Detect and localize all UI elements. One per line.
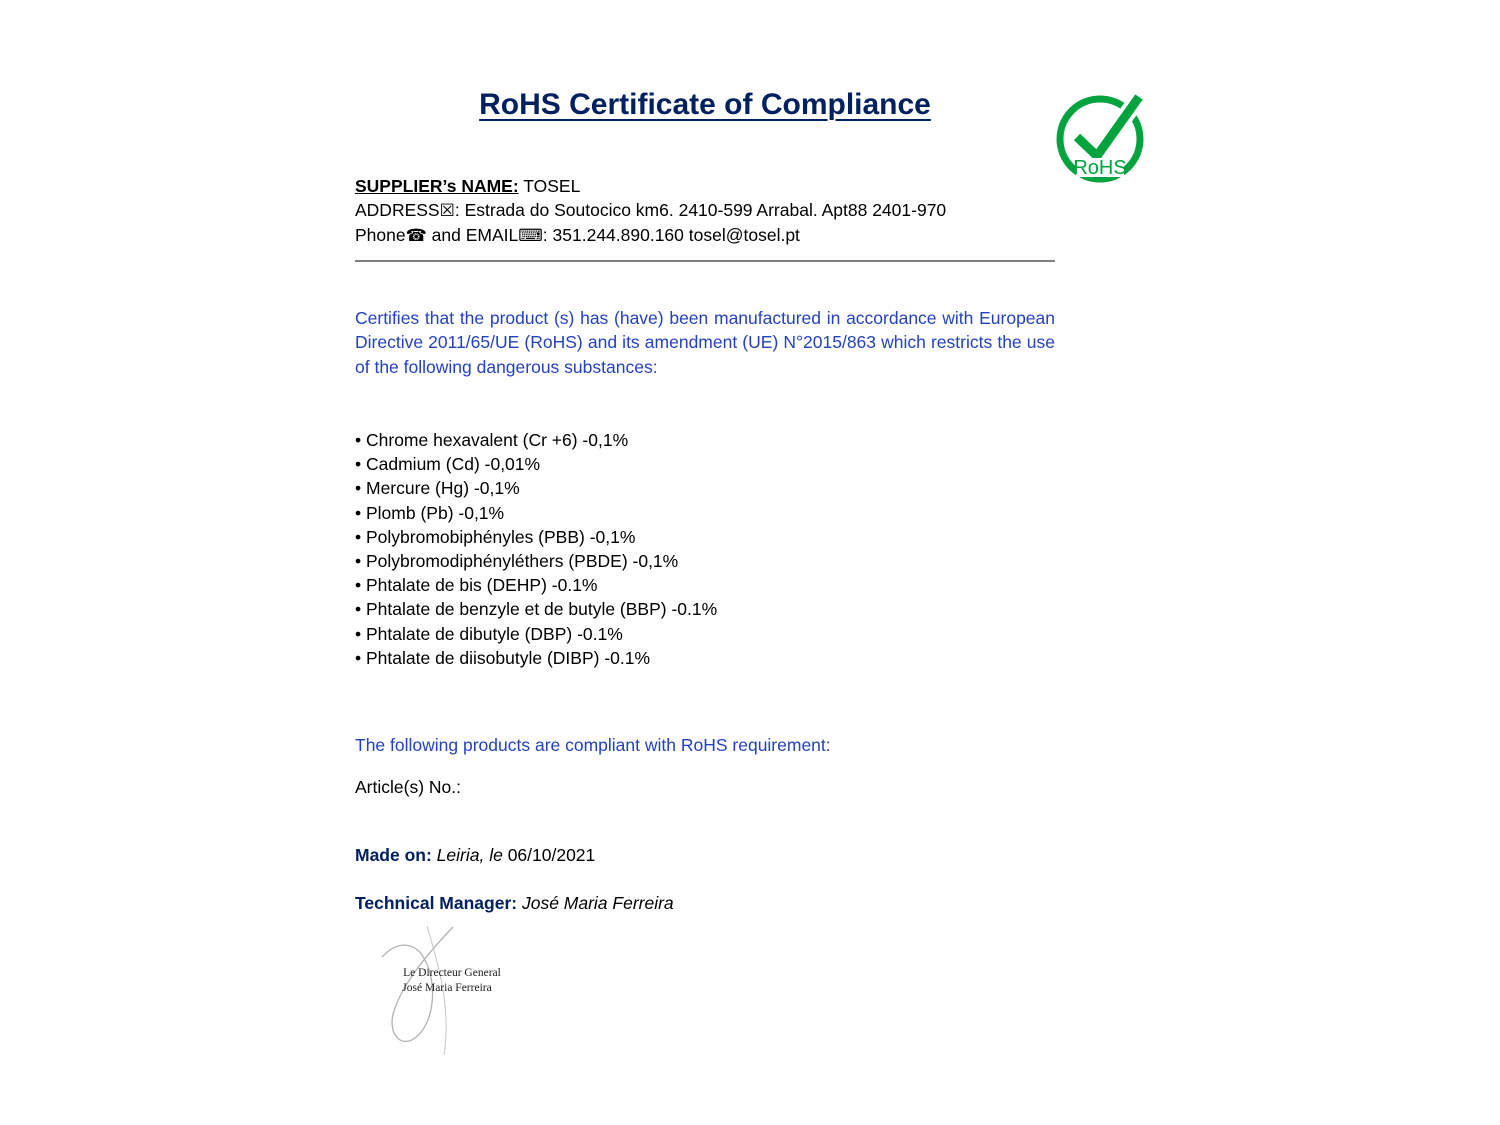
technical-manager-value: José Maria Ferreira	[517, 893, 674, 913]
email-label: and EMAIL	[426, 225, 519, 245]
technical-manager-line	[355, 893, 674, 914]
computer-icon: ⌨	[518, 226, 543, 245]
phone-icon: ☎	[405, 226, 427, 245]
list-item: • Polybromobiphényles (PBB) -0,1%	[355, 525, 1055, 549]
list-item: • Phtalate de dibutyle (DBP) -0.1%	[355, 622, 1055, 646]
signature-graphic	[356, 925, 546, 1060]
technical-manager-label: Technical Manager:	[355, 893, 518, 913]
compliance-statement: The following products are compliant with RoHS requirement:	[355, 735, 831, 755]
address-value: : Estrada do Soutocico km6. 2410-599 Arrabal. Apt88 2401-970	[454, 200, 947, 220]
document-title: RoHS Certificate of Compliance	[479, 88, 931, 121]
made-on-line	[355, 845, 595, 866]
made-on-label: Made on:	[355, 845, 432, 865]
address-label: ADDRESS	[355, 200, 440, 220]
signature-title-text: Le Directeur General	[403, 967, 501, 979]
substances-list	[355, 428, 1055, 670]
supplier-block	[355, 174, 1055, 248]
supplier-contact-line	[355, 223, 1055, 248]
phone-label: Phone	[355, 225, 406, 245]
list-item: • Phtalate de diisobutyle (DIBP) -0.1%	[355, 646, 1055, 670]
divider-line	[355, 260, 1055, 262]
rohs-logo	[1050, 80, 1150, 188]
rohs-logo-graphic	[1050, 80, 1150, 188]
rohs-logo-label: RoHS	[1073, 157, 1127, 179]
supplier-name-line	[355, 174, 1055, 198]
certification-statement: Certifies that the product (s) has (have) been manufactured in accordance with European Directive 2011/65/UE (RoHS) and its amendment (UE) N°2015/863 which restricts the use of the following dangerous substances:	[355, 308, 1055, 377]
list-item: • Polybromodiphényléthers (PBDE) -0,1%	[355, 549, 1055, 573]
list-item: • Plomb (Pb) -0,1%	[355, 501, 1055, 525]
list-item: • Mercure (Hg) -0,1%	[355, 476, 1055, 500]
supplier-name-value: TOSEL	[518, 176, 581, 196]
envelope-icon: ☒	[439, 201, 455, 220]
signature-block	[356, 925, 546, 1060]
list-item: • Cadmium (Cd) -0,01%	[355, 452, 1055, 476]
made-on-place: Leiria, le	[431, 845, 508, 865]
signature-name-text: José Maria Ferreira	[402, 982, 492, 994]
made-on-date: 06/10/2021	[507, 845, 596, 865]
article-number-line: Article(s) No.:	[355, 777, 461, 797]
supplier-address-line	[355, 198, 1055, 223]
list-item: • Chrome hexavalent (Cr +6) -0,1%	[355, 428, 1055, 452]
list-item: • Phtalate de bis (DEHP) -0.1%	[355, 573, 1055, 597]
contact-value: : 351.244.890.160 tosel@tosel.pt	[542, 225, 800, 245]
supplier-name-label: SUPPLIER’s NAME:	[355, 176, 519, 196]
list-item: • Phtalate de benzyle et de butyle (BBP) -0.1%	[355, 597, 1055, 621]
